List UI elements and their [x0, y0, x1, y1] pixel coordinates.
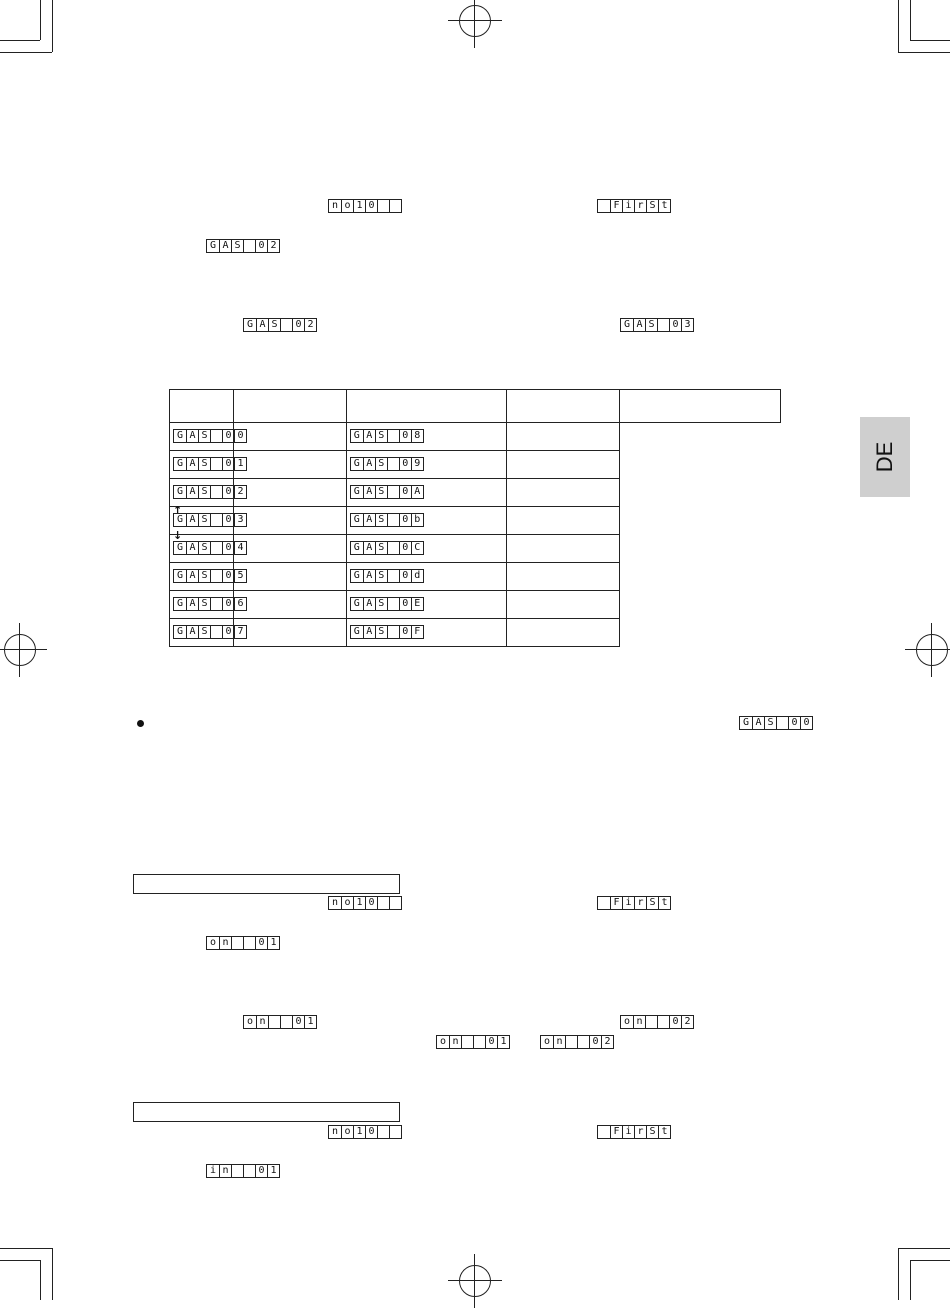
- lcd-digit: [377, 1126, 389, 1138]
- lcd-digit: S: [646, 200, 658, 212]
- lcd-digit: A: [186, 514, 198, 526]
- lcd-digit: [210, 514, 222, 526]
- lcd-digit: A: [186, 486, 198, 498]
- gas-code-display: [173, 597, 247, 611]
- gas-desc-cell: [507, 479, 620, 507]
- lcd-digit: A: [363, 514, 375, 526]
- lcd-digit: [387, 486, 399, 498]
- lcd-digit: 0: [589, 1036, 601, 1048]
- lcd-digit: [210, 570, 222, 582]
- lcd-digit: 0: [399, 514, 411, 526]
- lcd-digit: [387, 570, 399, 582]
- registration-mark: [459, 5, 491, 37]
- gas-table-header-cell: [233, 390, 346, 423]
- lcd-digit: 1: [267, 937, 279, 949]
- gas-table-header: [170, 390, 781, 423]
- registration-mark: [916, 634, 948, 666]
- lcd-digit: 0: [292, 319, 304, 331]
- lcd-digit: S: [375, 458, 387, 470]
- gas-code-display: [350, 485, 424, 499]
- lcd-digit: 3: [681, 319, 693, 331]
- gas-code-display: [350, 429, 424, 443]
- lcd-digit: A: [256, 319, 268, 331]
- gas-table-row: [170, 563, 781, 591]
- gas-table-row: [170, 423, 781, 451]
- lcd-digit: [598, 1126, 610, 1138]
- lcd-digit: [280, 1016, 292, 1028]
- gas-table-row: [170, 479, 781, 507]
- gas-code-display: [173, 457, 247, 471]
- crop-mark: [910, 1260, 911, 1300]
- lcd-digit: A: [363, 486, 375, 498]
- lcd-digit: o: [246, 1016, 254, 1027]
- gas-code-display: [173, 541, 247, 555]
- lcd-digit: [645, 1016, 657, 1028]
- crop-mark: [910, 1260, 950, 1261]
- lcd-digit: G: [353, 570, 360, 581]
- lcd-digit: A: [186, 430, 198, 442]
- lcd-digit: 0: [222, 486, 234, 498]
- lcd-digit: S: [375, 514, 387, 526]
- gas-table-row: [170, 535, 781, 563]
- lcd-digit: 6: [234, 598, 246, 610]
- lcd-digit: 0: [365, 1126, 377, 1138]
- lcd-digit: 0: [399, 570, 411, 582]
- lcd-digit: G: [353, 598, 360, 609]
- lcd-digit: o: [209, 937, 217, 948]
- lcd-digit: 0: [234, 430, 246, 442]
- lcd-digit: S: [375, 598, 387, 610]
- lcd-digit: 0: [222, 458, 234, 470]
- lcd-digit: S: [764, 717, 776, 729]
- gas-desc-cell: [507, 591, 620, 619]
- lcd-digit: 0: [399, 626, 411, 638]
- bullet-icon: [137, 720, 144, 727]
- lcd-digit: n: [331, 1126, 339, 1137]
- lcd-digit: 1: [353, 200, 365, 212]
- lcd-digit: G: [176, 430, 184, 441]
- lcd-digit: G: [176, 570, 184, 581]
- lcd-digit: [210, 626, 222, 638]
- lcd-digit: S: [198, 430, 210, 442]
- lcd-digit: [473, 1036, 485, 1048]
- lcd-digit: [231, 937, 243, 949]
- gas-desc-cell: [233, 535, 346, 563]
- lcd-digit: [776, 717, 788, 729]
- display-on01: [436, 1035, 510, 1049]
- lcd-digit: G: [742, 717, 750, 728]
- lcd-digit: 0: [399, 598, 411, 610]
- lcd-digit: 1: [267, 1165, 279, 1177]
- language-tab: [860, 417, 910, 497]
- lcd-digit: F: [610, 200, 622, 212]
- lcd-digit: [387, 542, 399, 554]
- crop-mark: [898, 1248, 950, 1249]
- gas-table-row: [170, 507, 781, 535]
- lcd-digit: [210, 486, 222, 498]
- registration-mark: [4, 634, 36, 666]
- lcd-digit: A: [186, 626, 198, 638]
- display-gas03: [620, 318, 694, 332]
- gas-code-display: [173, 485, 247, 499]
- registration-mark: [459, 1265, 491, 1297]
- crop-mark: [40, 0, 41, 40]
- lcd-digit: [243, 240, 255, 252]
- lcd-digit: 0: [399, 542, 411, 554]
- lcd-digit: o: [623, 1016, 631, 1027]
- display-gas00: [739, 716, 813, 730]
- lcd-digit: G: [176, 514, 184, 525]
- lcd-digit: [577, 1036, 589, 1048]
- lcd-digit: n: [553, 1036, 565, 1048]
- lcd-digit: 0: [669, 1016, 681, 1028]
- gas-code-display: [173, 429, 247, 443]
- gas-table-arrow-cell: [170, 390, 234, 542]
- lcd-digit: o: [341, 897, 353, 909]
- gas-code-cell: [346, 619, 507, 647]
- gas-code-display: [350, 597, 424, 611]
- lcd-digit: 3: [234, 514, 246, 526]
- crop-mark: [898, 52, 950, 53]
- lcd-digit: o: [439, 1036, 447, 1047]
- lcd-digit: S: [198, 542, 210, 554]
- lcd-digit: A: [219, 240, 231, 252]
- lcd-digit: 0: [669, 319, 681, 331]
- lcd-digit: 0: [255, 937, 267, 949]
- language-tab-label: DE: [872, 441, 897, 473]
- crop-mark: [898, 1248, 899, 1300]
- lcd-digit: [389, 897, 401, 909]
- lcd-digit: A: [752, 717, 764, 729]
- gas-desc-cell: [233, 563, 346, 591]
- lcd-digit: [268, 1016, 280, 1028]
- gas-desc-cell: [233, 423, 346, 451]
- gas-desc-cell: [507, 535, 620, 563]
- gas-desc-cell: [507, 451, 620, 479]
- lcd-digit: C: [411, 542, 423, 554]
- lcd-digit: [389, 200, 401, 212]
- lcd-digit: G: [353, 542, 360, 553]
- lcd-digit: A: [186, 598, 198, 610]
- gas-code-display: [350, 625, 424, 639]
- lcd-digit: A: [186, 458, 198, 470]
- lcd-digit: S: [375, 570, 387, 582]
- lcd-digit: 0: [255, 240, 267, 252]
- gas-code-cell: [170, 451, 244, 479]
- gas-table-header-cell: [620, 390, 781, 423]
- lcd-digit: S: [375, 486, 387, 498]
- lcd-digit: S: [375, 542, 387, 554]
- gas-desc-cell: [507, 507, 620, 535]
- lcd-digit: G: [353, 626, 360, 637]
- crop-mark: [910, 40, 950, 41]
- lcd-digit: n: [449, 1036, 461, 1048]
- gas-code-cell: [170, 423, 244, 451]
- gas-desc-cell: [507, 619, 620, 647]
- gas-table-row: [170, 591, 781, 619]
- lcd-digit: G: [353, 514, 360, 525]
- lcd-digit: [210, 542, 222, 554]
- crop-mark: [0, 1260, 40, 1261]
- lcd-digit: 0: [399, 458, 411, 470]
- display-in01: [206, 1164, 280, 1178]
- lcd-digit: n: [256, 1016, 268, 1028]
- lcd-digit: r: [634, 1126, 646, 1138]
- gas-code-cell: [346, 507, 507, 535]
- lcd-digit: A: [411, 486, 423, 498]
- gas-desc-cell: [233, 451, 346, 479]
- gas-code-display: [350, 457, 424, 471]
- display-on02: [540, 1035, 614, 1049]
- gas-code-cell: [170, 619, 244, 647]
- gas-code-cell: [346, 563, 507, 591]
- lcd-digit: A: [363, 542, 375, 554]
- lcd-digit: i: [622, 897, 634, 909]
- lcd-digit: 4: [234, 542, 246, 554]
- lcd-digit: t: [658, 897, 670, 909]
- lcd-digit: 0: [222, 570, 234, 582]
- lcd-digit: [280, 319, 292, 331]
- lcd-digit: [387, 598, 399, 610]
- crop-mark: [0, 1248, 52, 1249]
- lcd-digit: t: [658, 1126, 670, 1138]
- gas-code-cell: [346, 423, 507, 451]
- lcd-digit: n: [633, 1016, 645, 1028]
- display-gas02: [243, 318, 317, 332]
- lcd-digit: [231, 1165, 243, 1177]
- lcd-digit: [377, 897, 389, 909]
- lcd-digit: [387, 458, 399, 470]
- lcd-digit: t: [658, 200, 670, 212]
- lcd-digit: S: [375, 626, 387, 638]
- display-no10: [328, 896, 402, 910]
- lcd-digit: S: [231, 240, 243, 252]
- lcd-digit: 0: [365, 200, 377, 212]
- display-first: [597, 199, 671, 213]
- lcd-digit: n: [331, 897, 339, 908]
- lcd-digit: 1: [234, 458, 246, 470]
- lcd-digit: E: [411, 598, 423, 610]
- lcd-digit: 0: [222, 626, 234, 638]
- gas-table: [169, 389, 781, 647]
- lcd-digit: F: [610, 897, 622, 909]
- gas-code-cell: [346, 479, 507, 507]
- lcd-digit: 0: [222, 598, 234, 610]
- lcd-digit: S: [646, 1126, 658, 1138]
- lcd-digit: [210, 430, 222, 442]
- section-heading-box: [133, 1102, 400, 1122]
- lcd-digit: 1: [304, 1016, 316, 1028]
- lcd-digit: 0: [399, 430, 411, 442]
- gas-table-row: [170, 619, 781, 647]
- lcd-digit: 7: [234, 626, 246, 638]
- gas-desc-cell: [233, 619, 346, 647]
- lcd-digit: S: [268, 319, 280, 331]
- lcd-digit: 8: [411, 430, 423, 442]
- lcd-digit: 0: [788, 717, 800, 729]
- lcd-digit: [598, 200, 610, 212]
- lcd-digit: 1: [497, 1036, 509, 1048]
- gas-code-cell: [170, 504, 244, 535]
- lcd-digit: G: [246, 319, 254, 330]
- display-on01: [243, 1015, 317, 1029]
- gas-code-cell: [346, 591, 507, 619]
- lcd-digit: [598, 897, 610, 909]
- gas-code-display: [350, 513, 424, 527]
- lcd-digit: G: [176, 626, 184, 637]
- lcd-digit: 0: [222, 514, 234, 526]
- lcd-digit: 2: [304, 319, 316, 331]
- gas-desc-cell: [507, 423, 620, 451]
- gas-code-display: [173, 625, 247, 639]
- gas-desc-cell: [507, 563, 620, 591]
- lcd-digit: S: [645, 319, 657, 331]
- lcd-digit: [657, 319, 669, 331]
- lcd-digit: A: [363, 570, 375, 582]
- lcd-digit: i: [622, 200, 634, 212]
- gas-desc-cell: [233, 479, 346, 507]
- display-first: [597, 1125, 671, 1139]
- display-first: [597, 896, 671, 910]
- display-on02: [620, 1015, 694, 1029]
- down-arrow-icon: ↓: [173, 529, 183, 542]
- display-on01: [206, 936, 280, 950]
- lcd-digit: n: [219, 937, 231, 949]
- lcd-digit: A: [363, 598, 375, 610]
- lcd-digit: S: [198, 570, 210, 582]
- lcd-digit: A: [186, 542, 198, 554]
- gas-code-display: [173, 513, 247, 527]
- crop-mark: [52, 0, 53, 52]
- lcd-digit: A: [363, 626, 375, 638]
- lcd-digit: n: [331, 200, 339, 211]
- lcd-digit: A: [363, 430, 375, 442]
- gas-code-cell: [170, 591, 244, 619]
- lcd-digit: G: [353, 486, 360, 497]
- gas-desc-cell: [233, 591, 346, 619]
- lcd-digit: d: [411, 570, 423, 582]
- gas-table-header-cell: [346, 390, 507, 423]
- lcd-digit: G: [353, 430, 360, 441]
- lcd-digit: S: [198, 458, 210, 470]
- lcd-digit: [210, 458, 222, 470]
- lcd-digit: b: [411, 514, 423, 526]
- lcd-digit: [243, 937, 255, 949]
- lcd-digit: 2: [601, 1036, 613, 1048]
- crop-mark: [40, 1260, 41, 1300]
- lcd-digit: 2: [267, 240, 279, 252]
- lcd-digit: S: [198, 514, 210, 526]
- gas-desc-cell: [233, 507, 346, 535]
- lcd-digit: 0: [365, 897, 377, 909]
- lcd-digit: S: [198, 486, 210, 498]
- lcd-digit: r: [634, 897, 646, 909]
- lcd-digit: S: [198, 598, 210, 610]
- lcd-digit: o: [341, 1126, 353, 1138]
- lcd-digit: o: [543, 1036, 551, 1047]
- lcd-digit: 9: [411, 458, 423, 470]
- lcd-digit: 2: [234, 486, 246, 498]
- lcd-digit: S: [646, 897, 658, 909]
- lcd-digit: r: [634, 200, 646, 212]
- crop-mark: [0, 52, 52, 53]
- crop-mark: [910, 0, 911, 40]
- lcd-digit: n: [219, 1165, 231, 1177]
- lcd-digit: [461, 1036, 473, 1048]
- gas-table-row: [170, 451, 781, 479]
- lcd-digit: G: [176, 458, 184, 469]
- display-no10: [328, 1125, 402, 1139]
- lcd-digit: 0: [292, 1016, 304, 1028]
- lcd-digit: [243, 1165, 255, 1177]
- up-arrow-icon: ↑: [173, 504, 183, 517]
- gas-code-cell: [170, 479, 244, 507]
- gas-code-display: [173, 569, 247, 583]
- lcd-digit: S: [198, 626, 210, 638]
- section-heading-box: [133, 874, 400, 894]
- gas-code-display: [350, 569, 424, 583]
- crop-mark: [898, 0, 899, 52]
- gas-code-cell: [170, 535, 244, 563]
- lcd-digit: [210, 598, 222, 610]
- lcd-digit: 0: [800, 717, 812, 729]
- lcd-digit: A: [633, 319, 645, 331]
- lcd-digit: [387, 430, 399, 442]
- lcd-digit: F: [411, 626, 423, 638]
- lcd-digit: o: [341, 200, 353, 212]
- lcd-digit: G: [176, 542, 184, 553]
- lcd-digit: [387, 514, 399, 526]
- crop-mark: [52, 1248, 53, 1300]
- display-no10: [328, 199, 402, 213]
- lcd-digit: G: [353, 458, 360, 469]
- lcd-digit: [377, 200, 389, 212]
- gas-code-cell: [170, 563, 244, 591]
- lcd-digit: 0: [485, 1036, 497, 1048]
- lcd-digit: i: [622, 1126, 634, 1138]
- lcd-digit: [565, 1036, 577, 1048]
- lcd-digit: 0: [399, 486, 411, 498]
- gas-code-cell: [346, 535, 507, 563]
- lcd-digit: G: [623, 319, 631, 330]
- lcd-digit: 0: [222, 430, 234, 442]
- lcd-digit: 0: [222, 542, 234, 554]
- lcd-digit: 5: [234, 570, 246, 582]
- gas-table-header-cell: [507, 390, 620, 423]
- lcd-digit: 1: [353, 897, 365, 909]
- lcd-digit: 0: [255, 1165, 267, 1177]
- gas-code-display: [350, 541, 424, 555]
- lcd-digit: S: [375, 430, 387, 442]
- lcd-digit: [389, 1126, 401, 1138]
- crop-mark: [0, 40, 40, 41]
- lcd-digit: A: [186, 570, 198, 582]
- lcd-digit: i: [209, 1165, 217, 1176]
- gas-code-cell: [346, 451, 507, 479]
- lcd-digit: 1: [353, 1126, 365, 1138]
- lcd-digit: G: [176, 486, 184, 497]
- lcd-digit: A: [363, 458, 375, 470]
- lcd-digit: [657, 1016, 669, 1028]
- lcd-digit: G: [209, 240, 217, 251]
- display-gas02: [206, 239, 280, 253]
- lcd-digit: G: [176, 598, 184, 609]
- lcd-digit: F: [610, 1126, 622, 1138]
- lcd-digit: [387, 626, 399, 638]
- lcd-digit: 2: [681, 1016, 693, 1028]
